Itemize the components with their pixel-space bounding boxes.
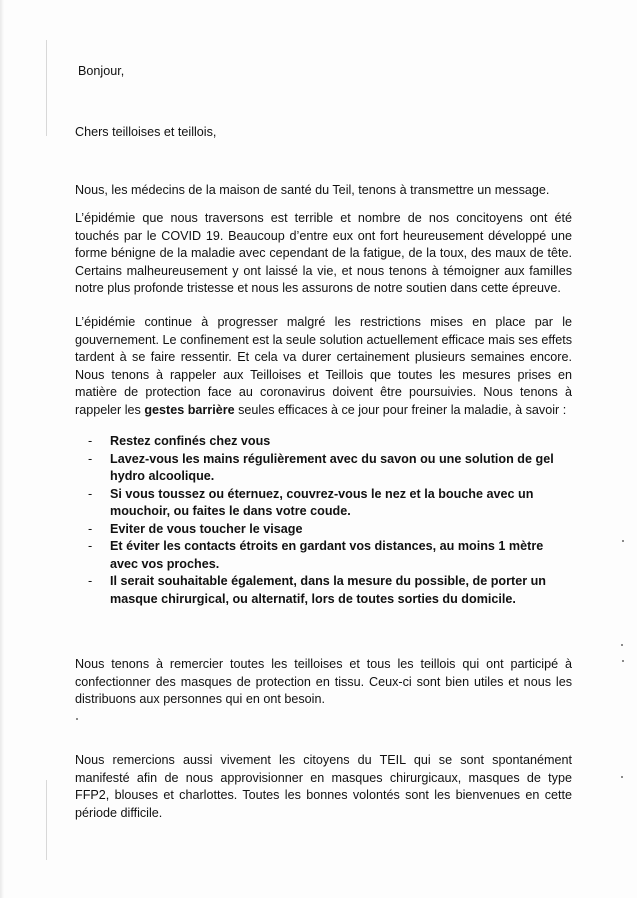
measures-paragraph bbox=[75, 314, 572, 419]
bullet-dash: - bbox=[88, 539, 93, 553]
greeting: Bonjour, bbox=[78, 64, 125, 78]
list-item bbox=[88, 433, 574, 451]
list-item bbox=[88, 521, 574, 539]
scan-margin-mark bbox=[46, 40, 47, 136]
scan-margin-mark bbox=[46, 780, 47, 860]
list-item-text: Eviter de vous toucher le visage bbox=[110, 521, 303, 536]
scan-speck bbox=[621, 644, 623, 646]
salutation: Chers teilloises et teillois, bbox=[75, 125, 217, 139]
scan-edge-shadow bbox=[0, 0, 4, 898]
thanks-masks-paragraph: Nous tenons à remercier toutes les teilloises et tous les teillois qui ont participé à confectionner des masques de protection en tissu. Ceux-ci sont bien utiles et nous les distribuons aux personnes qui en ont besoin. bbox=[75, 657, 572, 706]
scan-speck bbox=[622, 660, 624, 662]
epidemic-paragraph: L’épidémie que nous traversons est terrible et nombre de nos concitoyens ont été touchés par le COVID 19. Beaucoup d’entre eux ont fort heureusement développé une forme bénigne de la maladie avec cependant de la fatigue, de la toux, des maux de tête. Certains malheureusement y ont laissé la vie, et nous tenons à témoigner aux familles notre plus profonde tristesse et nous les assurons de notre soutien dans cette épreuve. bbox=[75, 211, 572, 295]
scan-speck bbox=[622, 540, 624, 542]
list-item-text: Et éviter les contacts étroits en gardant vos distances, au moins 1 mètre avec vos proches. bbox=[110, 539, 544, 571]
intro-paragraph: Nous, les médecins de la maison de santé du Teil, tenons à transmettre un message. bbox=[75, 183, 550, 197]
list-item-text: Il serait souhaitable également, dans la mesure du possible, de porter un masque chirurgical, ou alternatif, lors de toutes sorties du domicile. bbox=[110, 574, 547, 606]
barrier-gestures-emphasis: gestes barrière bbox=[144, 402, 235, 417]
list-item bbox=[88, 451, 574, 486]
thanks-citizens-paragraph: Nous remercions aussi vivement les citoyens du TEIL qui se sont spontanément manifesté afin de nous approvisionner en masques chirurgicaux, masques de type FFP2, blouses et charlottes. Toutes les bonnes volontés sont les bienvenues en cette période difficile. bbox=[75, 753, 572, 820]
list-item bbox=[88, 573, 574, 608]
scan-speck bbox=[621, 776, 623, 778]
list-item bbox=[88, 538, 574, 573]
scan-speck bbox=[76, 718, 78, 720]
bullet-dash: - bbox=[88, 451, 93, 466]
bullet-dash: - bbox=[88, 521, 93, 536]
measures-paragraph-start: L’épidémie continue à progresser malgré les restrictions mises en place par le gouvernement. Le confinement est la seule solution actuellement efficace mais ses effets tardent à se faire ressentir. Et cela va durer certainement plusieurs semaines encore. Nous tenons à rappeler aux Teilloises et Teillois que toutes les mesures prises en matière de protection face au coronavirus doivent être poursuivies. Nous tenons à rappeler les bbox=[75, 315, 572, 417]
list-item-text: Lavez-vous les mains régulièrement avec du savon ou une solution de gel hydro alcoolique. bbox=[110, 451, 554, 483]
list-item-text: Restez confinés chez vous bbox=[110, 434, 271, 448]
bullet-dash: - bbox=[88, 434, 93, 448]
measures-paragraph-end: seules efficaces à ce jour pour freiner la maladie, à savoir : bbox=[234, 402, 567, 417]
list-item-text: Si vous toussez ou éternuez, couvrez-vous le nez et la bouche avec un mouchoir, ou faites le dans votre coude. bbox=[110, 486, 534, 518]
barrier-gestures-list bbox=[88, 433, 574, 608]
list-item bbox=[88, 486, 574, 521]
bullet-dash: - bbox=[88, 486, 93, 501]
bullet-dash: - bbox=[88, 574, 93, 588]
